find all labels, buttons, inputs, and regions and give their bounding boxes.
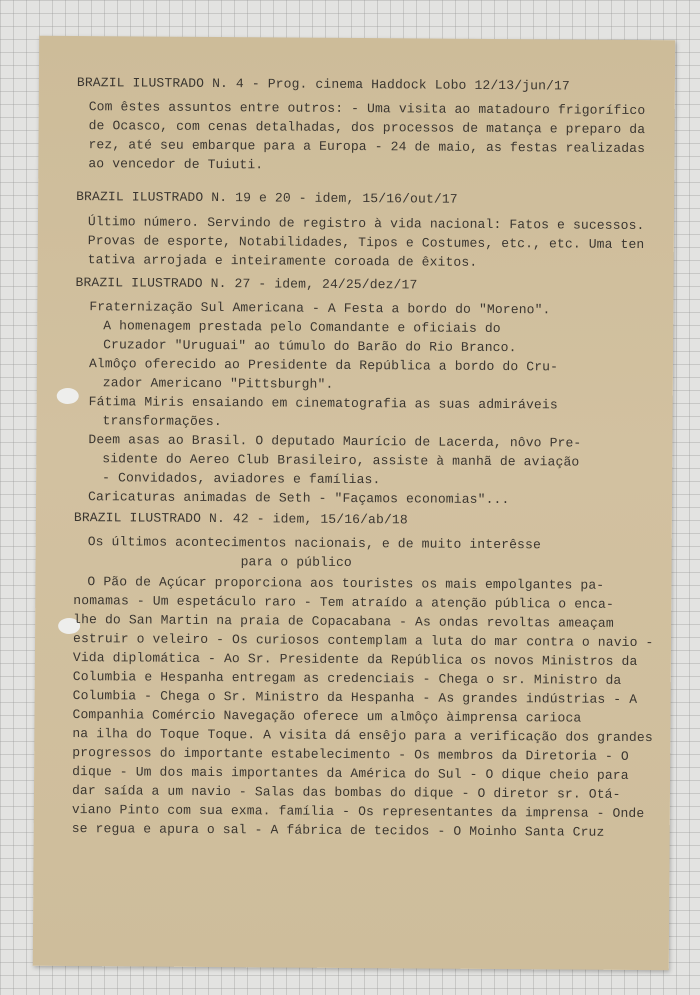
section-heading: BRAZIL ILUSTRADO N. 27 - idem, 24/25/dez/17 (75, 275, 418, 293)
text-line: Almôço oferecido ao Presidente da República a bordo do Cru- (88, 356, 559, 375)
text-line: de Ocasco, com cenas detalhadas, dos processos de matança e preparo da (88, 118, 646, 138)
text-line: Deem asas ao Brasil. O deputado Maurício de Lacerda, nôvo Pre- (88, 432, 582, 451)
text-line: transformações. (102, 413, 222, 430)
text-line: Os últimos acontecimentos nacionais, e de muito interêsse (87, 534, 541, 553)
text-line: se regua e apura o sal - A fábrica de tecidos - O Moinho Santa Cruz (71, 821, 605, 840)
text-line: tativa arrojada e inteiramente coroada de êxitos. (87, 252, 478, 270)
text-line: para o público (240, 554, 352, 570)
text-line: estruir o veleiro - Os curiosos contemplam a luta do mar contra o navio - (72, 631, 654, 651)
text-line: sidente do Aereo Club Brasileiro, assiste à manhã de aviação (102, 451, 580, 470)
text-line: Fátima Miris ensaiando em cinematografia as suas admiráveis (88, 394, 558, 413)
document-page (33, 36, 675, 970)
text-line: - Convidados, aviadores e famílias. (102, 470, 381, 488)
punch-hole-upper (57, 388, 79, 404)
text-line: Columbia - Chega o Sr. Ministro da Hespanha - As grandes indústrias - A (72, 688, 638, 707)
text-line: Último número. Servindo de registro à vida nacional: Fatos e sucessos. (87, 214, 645, 234)
text-line: Com êstes assuntos entre outros: - Uma visita ao matadouro frigorífico (88, 99, 646, 119)
text-line: O Pão de Açúcar proporciona aos touristes os mais empolgantes pa- (87, 574, 605, 593)
text-line: progressos do importante estabelecimento - Os membros da Diretoria - O (72, 745, 629, 764)
text-line: Fraternização Sul Americana - A Festa a bordo do "Moreno". (89, 299, 551, 318)
section-heading: BRAZIL ILUSTRADO N. 19 e 20 - idem, 15/16/out/17 (76, 189, 458, 207)
section-heading: BRAZIL ILUSTRADO N. 42 - idem, 15/16/ab/18 (73, 510, 408, 528)
text-line: Vida diplomática - Ao Sr. Presidente da República os novos Ministros da (72, 650, 638, 669)
text-line: nomamas - Um espetáculo raro - Tem atraído a atenção pública o enca- (73, 593, 615, 612)
text-line: zador Americano "Pittsburgh". (102, 375, 334, 392)
text-line: dique - Um dos mais importantes da América do Sul - O dique cheio para (72, 764, 629, 783)
text-line: lhe do San Martin na praia de Copacabana - As ondas revoltas ameaçam (73, 612, 614, 631)
section-heading: BRAZIL ILUSTRADO N. 4 - Prog. cinema Haddock Lobo 12/13/jun/17 (76, 75, 570, 94)
text-line: Cruzador "Uruguai" ao túmulo do Barão do Rio Branco. (103, 337, 517, 356)
text-line: viano Pinto com sua exma. família - Os representantes da imprensa - Onde (71, 802, 645, 822)
text-line: Companhia Comércio Navegação oferece um almôço àimprensa carioca (72, 707, 582, 726)
text-line: Caricaturas animadas de Seth - "Façamos economias"... (87, 489, 510, 508)
text-line: na ilha do Toque Toque. A visita dá ensêjo para a verificação dos grandes (72, 726, 653, 746)
text-line: ao vencedor de Tuiuti. (88, 156, 264, 173)
text-line: A homenagem prestada pelo Comandante e oficiais do (103, 318, 501, 337)
text-line: rez, até seu embarque para a Europa - 24 de maio, as festas realizadas (88, 137, 646, 157)
text-line: Provas de esporte, Notabilidades, Tipos e Costumes, etc., etc. Uma ten (87, 233, 645, 253)
text-line: dar saída a um navio - Salas das bombas do dique - O diretor sr. Otá- (71, 783, 621, 802)
text-line: Columbia e Hespanha entregam as credenciais - Chega o sr. Ministro da (72, 669, 622, 688)
